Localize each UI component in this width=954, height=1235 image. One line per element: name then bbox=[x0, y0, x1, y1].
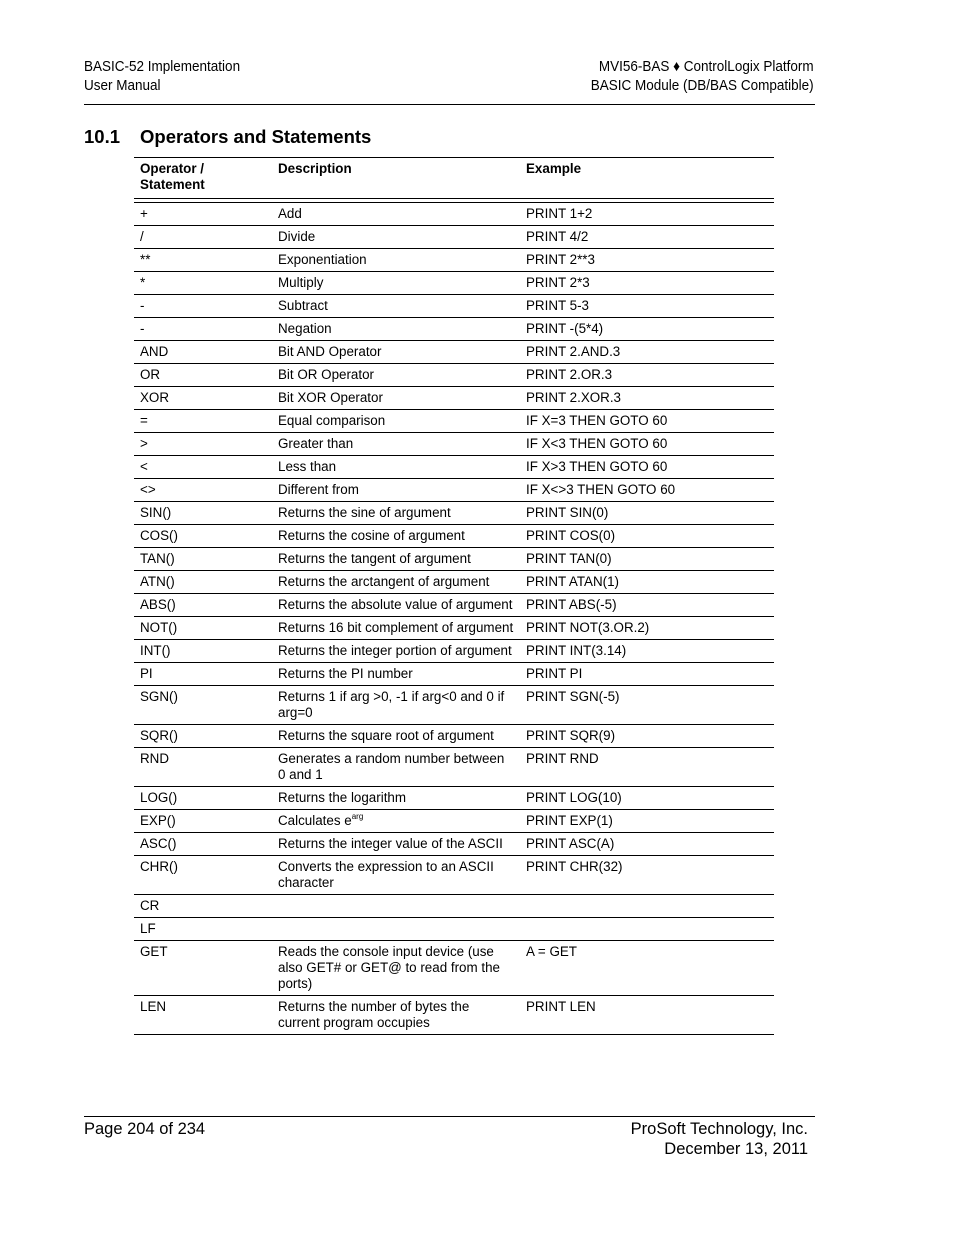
description-cell bbox=[272, 996, 520, 1035]
table-row bbox=[134, 594, 774, 617]
description-cell-text: Returns the integer portion of argument bbox=[278, 643, 512, 658]
operator-cell-text: TAN() bbox=[140, 551, 175, 566]
description-cell-text: Bit OR Operator bbox=[278, 367, 374, 382]
operator-cell-text: SQR() bbox=[140, 728, 178, 743]
description-cell bbox=[272, 341, 520, 364]
table-row bbox=[134, 748, 774, 787]
table-row bbox=[134, 295, 774, 318]
example-cell bbox=[520, 617, 774, 640]
table-row bbox=[134, 272, 774, 295]
table-row bbox=[134, 571, 774, 594]
example-cell-text: PRINT SGN(-5) bbox=[526, 689, 620, 704]
operator-cell bbox=[134, 856, 272, 895]
table-row bbox=[134, 548, 774, 571]
example-cell-text: IF X=3 THEN GOTO 60 bbox=[526, 413, 668, 428]
operator-cell-text: <> bbox=[140, 482, 156, 497]
example-cell bbox=[520, 410, 774, 433]
table-row bbox=[134, 941, 774, 996]
operator-cell-text: NOT() bbox=[140, 620, 178, 635]
operator-cell-text: CR bbox=[140, 898, 160, 913]
description-cell bbox=[272, 640, 520, 663]
example-cell-text: PRINT ABS(-5) bbox=[526, 597, 617, 612]
description-cell bbox=[272, 249, 520, 272]
operator-cell-text: ATN() bbox=[140, 574, 175, 589]
operator-cell-text: PI bbox=[140, 666, 153, 681]
example-cell-text: PRINT INT(3.14) bbox=[526, 643, 627, 658]
example-cell bbox=[520, 203, 774, 226]
example-cell-text: PRINT ATAN(1) bbox=[526, 574, 620, 589]
description-cell bbox=[272, 571, 520, 594]
description-cell bbox=[272, 617, 520, 640]
example-cell bbox=[520, 226, 774, 249]
example-cell-text: PRINT 2.XOR.3 bbox=[526, 390, 622, 405]
example-cell-text: PRINT TAN(0) bbox=[526, 551, 612, 566]
operator-cell bbox=[134, 548, 272, 571]
example-cell-text: PRINT RND bbox=[526, 751, 599, 766]
running-header-left bbox=[84, 57, 240, 95]
description-cell-text: Equal comparison bbox=[278, 413, 386, 428]
table-row bbox=[134, 895, 774, 918]
description-cell-text: Different from bbox=[278, 482, 359, 497]
table-row bbox=[134, 918, 774, 941]
description-cell bbox=[272, 941, 520, 996]
table-row bbox=[134, 525, 774, 548]
page-number: Page 204 of 234 bbox=[84, 1120, 206, 1138]
example-cell-text: PRINT 4/2 bbox=[526, 229, 589, 244]
operator-cell-text: GET bbox=[140, 944, 168, 959]
table-row bbox=[134, 810, 774, 833]
description-cell-text: Returns 16 bit complement of argument bbox=[278, 620, 514, 635]
description-cell-text: Returns the tangent of argument bbox=[278, 551, 471, 566]
description-cell-text: Returns the integer value of the ASCII bbox=[278, 836, 503, 851]
table-row bbox=[134, 617, 774, 640]
table-row bbox=[134, 502, 774, 525]
example-cell-text: PRINT CHR(32) bbox=[526, 859, 623, 874]
operator-cell bbox=[134, 272, 272, 295]
table-row bbox=[134, 456, 774, 479]
operator-cell bbox=[134, 663, 272, 686]
operator-cell bbox=[134, 941, 272, 996]
example-cell bbox=[520, 748, 774, 787]
operator-cell-text: - bbox=[140, 321, 145, 336]
column-header-operator: Operator / Statement bbox=[134, 158, 272, 199]
description-cell-text: Returns the square root of argument bbox=[278, 728, 494, 743]
operator-cell-text: ** bbox=[140, 252, 151, 267]
operator-cell-text: * bbox=[140, 275, 146, 290]
operator-cell-text: LEN bbox=[140, 999, 167, 1014]
operator-cell bbox=[134, 479, 272, 502]
running-header-right bbox=[591, 57, 814, 95]
example-cell-text: PRINT 2*3 bbox=[526, 275, 590, 290]
description-cell bbox=[272, 918, 520, 941]
table-row bbox=[134, 433, 774, 456]
description-cell-text: Add bbox=[278, 206, 302, 221]
example-cell bbox=[520, 686, 774, 725]
operator-cell-text: SGN() bbox=[140, 689, 178, 704]
description-cell bbox=[272, 456, 520, 479]
operator-cell-text: ASC() bbox=[140, 836, 177, 851]
example-cell-text: PRINT COS(0) bbox=[526, 528, 616, 543]
operator-cell-text: ABS() bbox=[140, 597, 176, 612]
header-divider bbox=[84, 104, 815, 105]
operator-cell bbox=[134, 833, 272, 856]
example-cell bbox=[520, 433, 774, 456]
example-cell bbox=[520, 810, 774, 833]
operator-cell-text: LOG() bbox=[140, 790, 178, 805]
company-name: ProSoft Technology, Inc. bbox=[630, 1120, 808, 1138]
example-cell-text: PRINT 1+2 bbox=[526, 206, 593, 221]
description-cell-text: Divide bbox=[278, 229, 316, 244]
example-cell bbox=[520, 996, 774, 1035]
operator-cell bbox=[134, 364, 272, 387]
example-cell-text: PRINT PI bbox=[526, 666, 583, 681]
table-row bbox=[134, 725, 774, 748]
description-cell-text: Returns the absolute value of argument bbox=[278, 597, 513, 612]
operator-cell-text: - bbox=[140, 298, 145, 313]
example-cell bbox=[520, 364, 774, 387]
table-row bbox=[134, 318, 774, 341]
operator-cell bbox=[134, 640, 272, 663]
description-cell-text: Returns the arctangent of argument bbox=[278, 574, 490, 589]
operator-cell bbox=[134, 895, 272, 918]
operator-cell-text: SIN() bbox=[140, 505, 172, 520]
description-cell bbox=[272, 787, 520, 810]
column-header-description: Description bbox=[272, 158, 520, 199]
operator-cell bbox=[134, 918, 272, 941]
table-row bbox=[134, 387, 774, 410]
example-cell-text: IF X>3 THEN GOTO 60 bbox=[526, 459, 668, 474]
example-cell bbox=[520, 456, 774, 479]
description-cell-text: Bit AND Operator bbox=[278, 344, 382, 359]
operator-cell bbox=[134, 725, 272, 748]
table-row bbox=[134, 663, 774, 686]
operator-cell bbox=[134, 249, 272, 272]
table-row bbox=[134, 203, 774, 226]
description-cell-text: Calculates e bbox=[278, 813, 352, 828]
operator-cell-text: / bbox=[140, 229, 144, 244]
description-cell bbox=[272, 856, 520, 895]
operator-cell-text: EXP() bbox=[140, 813, 176, 828]
example-cell-text: PRINT SQR(9) bbox=[526, 728, 616, 743]
product-name: MVI56-BAS ♦ ControlLogix Platform bbox=[599, 58, 814, 75]
operator-cell bbox=[134, 787, 272, 810]
operator-cell-text: COS() bbox=[140, 528, 178, 543]
description-cell bbox=[272, 433, 520, 456]
example-cell bbox=[520, 525, 774, 548]
example-cell bbox=[520, 941, 774, 996]
section-heading bbox=[84, 126, 371, 148]
example-cell bbox=[520, 318, 774, 341]
example-cell-text: PRINT -(5*4) bbox=[526, 321, 604, 336]
table-row bbox=[134, 686, 774, 725]
description-cell-text: Returns 1 if arg >0, -1 if arg<0 and 0 if arg=0 bbox=[278, 689, 505, 720]
operator-cell-text: = bbox=[140, 413, 148, 428]
operator-cell-text: > bbox=[140, 436, 148, 451]
product-description: BASIC Module (DB/BAS Compatible) bbox=[591, 77, 814, 94]
table-row bbox=[134, 787, 774, 810]
operator-cell bbox=[134, 456, 272, 479]
description-cell bbox=[272, 810, 520, 833]
example-cell-text: PRINT LEN bbox=[526, 999, 596, 1014]
example-cell-text: A = GET bbox=[526, 944, 577, 959]
example-cell bbox=[520, 272, 774, 295]
operator-cell bbox=[134, 810, 272, 833]
section-number: 10.1 bbox=[84, 126, 121, 147]
operator-cell-text: INT() bbox=[140, 643, 171, 658]
description-cell-text: Bit XOR Operator bbox=[278, 390, 383, 405]
operator-cell-text: + bbox=[140, 206, 148, 221]
example-cell bbox=[520, 502, 774, 525]
footer-right bbox=[631, 1119, 808, 1159]
description-cell bbox=[272, 387, 520, 410]
operator-cell bbox=[134, 226, 272, 249]
description-cell-text: Generates a random number between 0 and 1 bbox=[278, 751, 505, 782]
description-cell-text: Reads the console input device (use also GET# or GET@ to read from the ports) bbox=[278, 944, 500, 991]
operator-cell-text: RND bbox=[140, 751, 170, 766]
table-row bbox=[134, 341, 774, 364]
publication-date: December 13, 2011 bbox=[664, 1140, 808, 1158]
description-cell bbox=[272, 525, 520, 548]
example-cell bbox=[520, 341, 774, 364]
description-cell-text: Multiply bbox=[278, 275, 324, 290]
operator-cell-text: OR bbox=[140, 367, 161, 382]
description-cell-text: Greater than bbox=[278, 436, 354, 451]
operator-cell bbox=[134, 617, 272, 640]
operator-cell bbox=[134, 996, 272, 1035]
example-cell-text: IF X<3 THEN GOTO 60 bbox=[526, 436, 668, 451]
section-title: Operators and Statements bbox=[140, 126, 372, 147]
operator-cell-text: LF bbox=[140, 921, 156, 936]
description-cell-text: Converts the expression to an ASCII character bbox=[278, 859, 494, 890]
description-cell bbox=[272, 725, 520, 748]
example-cell-text: IF X<>3 THEN GOTO 60 bbox=[526, 482, 676, 497]
example-cell bbox=[520, 249, 774, 272]
description-cell bbox=[272, 295, 520, 318]
example-cell-text: PRINT EXP(1) bbox=[526, 813, 613, 828]
description-cell bbox=[272, 410, 520, 433]
description-cell bbox=[272, 502, 520, 525]
table-row bbox=[134, 249, 774, 272]
manual-subtitle: User Manual bbox=[84, 77, 161, 94]
operator-cell bbox=[134, 686, 272, 725]
description-cell bbox=[272, 748, 520, 787]
example-cell bbox=[520, 856, 774, 895]
example-cell bbox=[520, 895, 774, 918]
superscript-text: arg bbox=[351, 812, 364, 821]
description-cell bbox=[272, 594, 520, 617]
example-cell bbox=[520, 918, 774, 941]
description-cell bbox=[272, 203, 520, 226]
operator-cell bbox=[134, 341, 272, 364]
operator-cell-text: CHR() bbox=[140, 859, 178, 874]
table-row bbox=[134, 856, 774, 895]
description-cell bbox=[272, 364, 520, 387]
example-cell bbox=[520, 725, 774, 748]
description-cell bbox=[272, 479, 520, 502]
description-cell bbox=[272, 833, 520, 856]
example-cell-text: PRINT 2**3 bbox=[526, 252, 595, 267]
description-cell-text: Returns the cosine of argument bbox=[278, 528, 465, 543]
operator-cell-text: < bbox=[140, 459, 148, 474]
column-header-example: Example bbox=[520, 158, 774, 199]
operator-cell bbox=[134, 525, 272, 548]
operator-cell bbox=[134, 433, 272, 456]
example-cell bbox=[520, 295, 774, 318]
example-cell bbox=[520, 387, 774, 410]
table-row bbox=[134, 410, 774, 433]
example-cell bbox=[520, 479, 774, 502]
description-cell-text: Subtract bbox=[278, 298, 328, 313]
example-cell-text: PRINT LOG(10) bbox=[526, 790, 622, 805]
example-cell bbox=[520, 594, 774, 617]
table-row bbox=[134, 996, 774, 1035]
description-cell-text: Returns the sine of argument bbox=[278, 505, 451, 520]
operator-cell bbox=[134, 318, 272, 341]
example-cell bbox=[520, 663, 774, 686]
description-cell-text: Exponentiation bbox=[278, 252, 367, 267]
table-row bbox=[134, 833, 774, 856]
operator-cell bbox=[134, 203, 272, 226]
operator-cell bbox=[134, 502, 272, 525]
manual-title: BASIC-52 Implementation bbox=[84, 58, 241, 75]
example-cell-text: PRINT 2.AND.3 bbox=[526, 344, 621, 359]
operator-cell bbox=[134, 748, 272, 787]
description-cell bbox=[272, 548, 520, 571]
example-cell-text: PRINT 2.OR.3 bbox=[526, 367, 613, 382]
description-cell-text: Negation bbox=[278, 321, 332, 336]
description-cell-text: Returns the logarithm bbox=[278, 790, 407, 805]
description-cell bbox=[272, 318, 520, 341]
description-cell bbox=[272, 226, 520, 249]
operator-cell bbox=[134, 387, 272, 410]
operator-cell-text: XOR bbox=[140, 390, 170, 405]
table-header-row bbox=[134, 158, 774, 199]
table-body bbox=[134, 199, 774, 1035]
example-cell-text: PRINT ASC(A) bbox=[526, 836, 615, 851]
operator-cell bbox=[134, 295, 272, 318]
example-cell bbox=[520, 640, 774, 663]
example-cell bbox=[520, 787, 774, 810]
description-cell bbox=[272, 895, 520, 918]
table-row bbox=[134, 640, 774, 663]
table-row bbox=[134, 226, 774, 249]
description-cell-text: Returns the PI number bbox=[278, 666, 413, 681]
example-cell-text: PRINT 5-3 bbox=[526, 298, 590, 313]
description-cell-text: Less than bbox=[278, 459, 337, 474]
description-cell bbox=[272, 686, 520, 725]
table-row bbox=[134, 479, 774, 502]
operator-cell-text: AND bbox=[140, 344, 169, 359]
table-row bbox=[134, 364, 774, 387]
description-cell bbox=[272, 272, 520, 295]
example-cell-text: PRINT NOT(3.OR.2) bbox=[526, 620, 650, 635]
operator-cell bbox=[134, 410, 272, 433]
operator-cell bbox=[134, 571, 272, 594]
footer-divider bbox=[84, 1116, 815, 1117]
operators-table bbox=[134, 157, 774, 1035]
description-cell-text: Returns the number of bytes the current program occupies bbox=[278, 999, 470, 1030]
example-cell bbox=[520, 833, 774, 856]
example-cell bbox=[520, 571, 774, 594]
operator-cell bbox=[134, 594, 272, 617]
example-cell-text: PRINT SIN(0) bbox=[526, 505, 609, 520]
example-cell bbox=[520, 548, 774, 571]
description-cell bbox=[272, 663, 520, 686]
